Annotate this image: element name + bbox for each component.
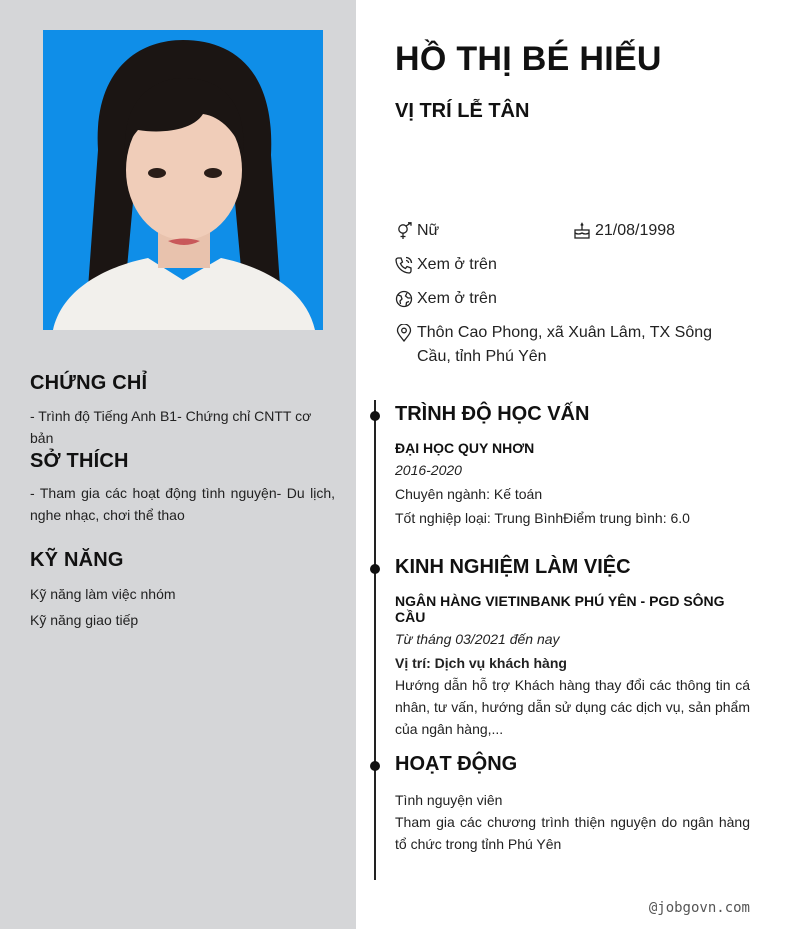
skills-title: KỸ NĂNG xyxy=(30,549,124,571)
skill-item: Kỹ năng giao tiếp xyxy=(30,612,139,628)
timeline-dot xyxy=(370,411,380,421)
job-position: VỊ TRÍ LỄ TÂN xyxy=(395,100,530,122)
globe-icon xyxy=(395,290,413,308)
phone-icon xyxy=(395,256,413,274)
website-row xyxy=(395,287,497,311)
education-section xyxy=(395,403,750,526)
timeline-dot xyxy=(370,761,380,771)
experience-role: Vị trí: Dịch vụ khách hàng xyxy=(395,655,567,671)
certificates-section xyxy=(30,372,335,449)
profile-photo xyxy=(43,30,323,330)
skill-item: Kỹ năng làm việc nhóm xyxy=(30,586,176,602)
activities-title: HOẠT ĐỘNG xyxy=(395,753,518,775)
activity-role: Tình nguyện viên xyxy=(395,792,503,808)
gender-icon xyxy=(395,222,413,240)
timeline-line xyxy=(374,400,376,880)
birthdate-value: 21/08/1998 xyxy=(595,222,676,239)
certificates-text: - Trình độ Tiếng Anh B1- Chứng chỉ CNTT cơ bản xyxy=(30,408,312,446)
cake-icon xyxy=(573,222,591,240)
candidate-name: HỒ THỊ BÉ HIẾU xyxy=(395,40,662,78)
activities-section xyxy=(395,753,750,855)
experience-description: Hướng dẫn hỗ trợ Khách hàng thay đổi các thông tin cá nhân, tư vấn, hướng dẫn sử dụng các dịch vụ, sản phẩm của ngân hàng,... xyxy=(395,677,750,737)
education-major: Chuyên ngành: Kế toán xyxy=(395,486,543,502)
gender-row xyxy=(395,219,439,243)
footer-watermark: @jobgovn.com xyxy=(648,900,750,916)
address-value: Thôn Cao Phong, xã Xuân Lâm, TX Sông Cầu, tỉnh Phú Yên xyxy=(417,324,713,365)
certificates-title: CHỨNG CHỈ xyxy=(30,372,148,394)
hobbies-section xyxy=(30,450,335,526)
gender-value: Nữ xyxy=(417,222,440,239)
phone-row xyxy=(395,253,497,277)
education-years: 2016-2020 xyxy=(395,462,462,478)
phone-value: Xem ở trên xyxy=(417,256,497,273)
sidebar xyxy=(0,0,356,929)
address-row xyxy=(395,321,750,369)
experience-title: KINH NGHIỆM LÀM VIỆC xyxy=(395,556,631,578)
portrait-image xyxy=(43,30,323,330)
website-value: Xem ở trên xyxy=(417,290,497,307)
activity-description: Tham gia các chương trình thiện nguyện do ngân hàng tổ chức trong tỉnh Phú Yên xyxy=(395,814,750,852)
school-name: ĐẠI HỌC QUY NHƠN xyxy=(395,440,535,456)
birthdate-row xyxy=(573,219,675,243)
location-pin-icon xyxy=(395,324,413,342)
education-grade: Tốt nghiệp loại: Trung BìnhĐiểm trung bình: 6.0 xyxy=(395,510,690,526)
hobbies-text: - Tham gia các hoạt động tình nguyện- Du lịch, nghe nhạc, chơi thể thao xyxy=(30,485,335,523)
skills-section xyxy=(30,549,335,631)
hobbies-title: SỞ THÍCH xyxy=(30,450,129,472)
timeline-dot xyxy=(370,564,380,574)
company-name: NGÂN HÀNG VIETINBANK PHÚ YÊN - PGD SÔNG CẦU xyxy=(395,593,725,625)
experience-period: Từ tháng 03/2021 đến nay xyxy=(395,631,560,647)
education-title: TRÌNH ĐỘ HỌC VẤN xyxy=(395,403,590,425)
experience-section xyxy=(395,556,750,740)
